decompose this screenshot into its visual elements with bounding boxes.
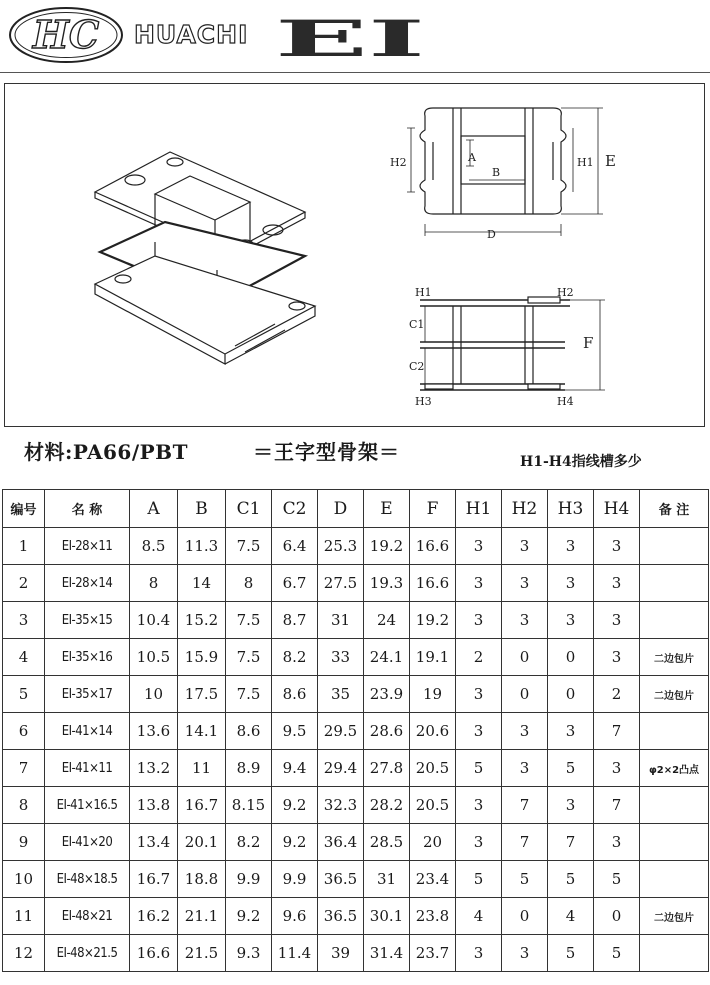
- cell-name: EI-48×18.5: [45, 861, 130, 898]
- col-header-name: 名 称: [45, 490, 130, 528]
- cell-f: 20: [410, 824, 456, 861]
- isometric-bobbin: [95, 152, 315, 364]
- cell-remarks: φ2×2凸点: [640, 750, 709, 787]
- cell-h2: 0: [502, 639, 548, 676]
- cell-b: 11.3: [178, 528, 226, 565]
- cell-h2: 3: [502, 750, 548, 787]
- cell-e: 28.6: [364, 713, 410, 750]
- cell-a: 13.2: [130, 750, 178, 787]
- cell-b: 14: [178, 565, 226, 602]
- cell-e: 28.2: [364, 787, 410, 824]
- technical-drawing: [5, 84, 706, 428]
- cell-b: 11: [178, 750, 226, 787]
- cell-b: 16.7: [178, 787, 226, 824]
- cell-c2: 8.6: [272, 676, 318, 713]
- cell-h1: 2: [456, 639, 502, 676]
- side-label-c2: C2: [409, 360, 425, 373]
- cell-h2: 0: [502, 898, 548, 935]
- cell-c2: 9.5: [272, 713, 318, 750]
- cell-c1: 8.6: [226, 713, 272, 750]
- cell-h3: 5: [548, 750, 594, 787]
- cell-name: EI-48×21.5: [45, 935, 130, 972]
- cell-number: 4: [3, 639, 45, 676]
- dim-label-b: B: [492, 166, 501, 179]
- cell-remarks: 二边包片: [640, 639, 709, 676]
- col-header-c2: C2: [272, 490, 318, 528]
- cell-h1: 5: [456, 861, 502, 898]
- cell-remarks: [640, 787, 709, 824]
- cell-e: 28.5: [364, 824, 410, 861]
- col-header-a: A: [130, 490, 178, 528]
- cell-h3: 3: [548, 528, 594, 565]
- cell-a: 8.5: [130, 528, 178, 565]
- logo-text: HC: [32, 12, 100, 57]
- cell-h2: 3: [502, 565, 548, 602]
- cell-h3: 7: [548, 824, 594, 861]
- table-row: [3, 676, 709, 713]
- table-row: [3, 750, 709, 787]
- cell-h4: 5: [594, 861, 640, 898]
- dim-label-h2-top: H2: [390, 156, 407, 169]
- cell-remarks: 二边包片: [640, 676, 709, 713]
- cell-b: 15.9: [178, 639, 226, 676]
- cell-c1: 7.5: [226, 639, 272, 676]
- top-view: [407, 108, 603, 236]
- cell-h3: 4: [548, 898, 594, 935]
- cell-e: 19.2: [364, 528, 410, 565]
- cell-h2: 3: [502, 935, 548, 972]
- side-label-h2: H2: [557, 286, 574, 299]
- cell-h1: 3: [456, 713, 502, 750]
- cell-c1: 8.15: [226, 787, 272, 824]
- cell-c1: 9.3: [226, 935, 272, 972]
- dim-label-e: E: [605, 152, 616, 170]
- cell-b: 21.5: [178, 935, 226, 972]
- cell-h2: 7: [502, 824, 548, 861]
- cell-number: 10: [3, 861, 45, 898]
- material-caption: 材料:PA66/PBT: [24, 440, 188, 464]
- cell-h4: 3: [594, 750, 640, 787]
- cell-h1: 3: [456, 602, 502, 639]
- cell-number: 8: [3, 787, 45, 824]
- side-label-f: F: [583, 334, 594, 352]
- cell-a: 13.4: [130, 824, 178, 861]
- cell-name: EI-35×16: [45, 639, 130, 676]
- cell-c2: 6.4: [272, 528, 318, 565]
- cell-h1: 4: [456, 898, 502, 935]
- cell-d: 36.4: [318, 824, 364, 861]
- cell-name: EI-41×20: [45, 824, 130, 861]
- col-header-b: B: [178, 490, 226, 528]
- cell-d: 32.3: [318, 787, 364, 824]
- cell-b: 17.5: [178, 676, 226, 713]
- cell-a: 16.6: [130, 935, 178, 972]
- table-row: [3, 602, 709, 639]
- technical-drawing-panel: [4, 83, 705, 427]
- cell-a: 10: [130, 676, 178, 713]
- cell-h3: 0: [548, 676, 594, 713]
- cell-h3: 3: [548, 713, 594, 750]
- side-label-h4: H4: [557, 395, 574, 408]
- cell-c2: 8.2: [272, 639, 318, 676]
- frame-title: ＝王字型骨架＝: [253, 440, 400, 464]
- col-header-d: D: [318, 490, 364, 528]
- table-row: [3, 639, 709, 676]
- cell-h1: 3: [456, 824, 502, 861]
- cell-b: 21.1: [178, 898, 226, 935]
- cell-number: 2: [3, 565, 45, 602]
- cell-h3: 3: [548, 787, 594, 824]
- dim-label-a: A: [468, 151, 476, 164]
- header-divider: [0, 72, 710, 73]
- cell-f: 23.8: [410, 898, 456, 935]
- cell-number: 1: [3, 528, 45, 565]
- cell-remarks: [640, 824, 709, 861]
- cell-h4: 0: [594, 898, 640, 935]
- slot-count-note: H1-H4指线槽多少: [520, 454, 642, 470]
- cell-number: 9: [3, 824, 45, 861]
- cell-e: 19.3: [364, 565, 410, 602]
- cell-c2: 6.7: [272, 565, 318, 602]
- cell-h4: 3: [594, 639, 640, 676]
- cell-h3: 3: [548, 565, 594, 602]
- cell-h3: 5: [548, 861, 594, 898]
- cell-h1: 3: [456, 676, 502, 713]
- cell-h4: 5: [594, 935, 640, 972]
- cell-e: 31: [364, 861, 410, 898]
- cell-h3: 5: [548, 935, 594, 972]
- cell-h1: 5: [456, 750, 502, 787]
- ei-logo: [270, 14, 430, 62]
- cell-name: EI-41×14: [45, 713, 130, 750]
- cell-f: 16.6: [410, 565, 456, 602]
- header-row: [3, 490, 709, 528]
- cell-c2: 9.6: [272, 898, 318, 935]
- cell-h2: 3: [502, 602, 548, 639]
- cell-h4: 7: [594, 787, 640, 824]
- cell-h2: 3: [502, 528, 548, 565]
- spec-table-head: [3, 490, 709, 528]
- cell-c1: 8.2: [226, 824, 272, 861]
- cell-e: 24.1: [364, 639, 410, 676]
- cell-c1: 7.5: [226, 528, 272, 565]
- cell-number: 3: [3, 602, 45, 639]
- cell-remarks: [640, 602, 709, 639]
- side-label-c1: C1: [409, 318, 425, 331]
- cell-e: 24: [364, 602, 410, 639]
- cell-name: EI-41×16.5: [45, 787, 130, 824]
- cell-d: 29.5: [318, 713, 364, 750]
- side-view: [420, 297, 605, 390]
- cell-f: 23.7: [410, 935, 456, 972]
- col-header-h1: H1: [456, 490, 502, 528]
- cell-name: EI-28×11: [45, 528, 130, 565]
- cell-name: EI-35×17: [45, 676, 130, 713]
- cell-f: 20.5: [410, 787, 456, 824]
- cell-h3: 0: [548, 639, 594, 676]
- col-header-c1: C1: [226, 490, 272, 528]
- cell-e: 31.4: [364, 935, 410, 972]
- cell-h2: 0: [502, 676, 548, 713]
- cell-c1: 8: [226, 565, 272, 602]
- cell-remarks: [640, 935, 709, 972]
- cell-h4: 3: [594, 824, 640, 861]
- side-label-h1: H1: [415, 286, 432, 299]
- cell-d: 25.3: [318, 528, 364, 565]
- cell-c2: 9.2: [272, 787, 318, 824]
- brand-name: HUACHI: [134, 20, 249, 49]
- cell-c1: 7.5: [226, 676, 272, 713]
- cell-remarks: [640, 861, 709, 898]
- cell-b: 14.1: [178, 713, 226, 750]
- cell-a: 13.6: [130, 713, 178, 750]
- table-row: [3, 787, 709, 824]
- cell-a: 10.5: [130, 639, 178, 676]
- col-header-h2: H2: [502, 490, 548, 528]
- col-header-h3: H3: [548, 490, 594, 528]
- cell-number: 12: [3, 935, 45, 972]
- cell-a: 16.7: [130, 861, 178, 898]
- cell-f: 19: [410, 676, 456, 713]
- cell-h4: 3: [594, 602, 640, 639]
- cell-e: 23.9: [364, 676, 410, 713]
- side-label-h3: H3: [415, 395, 432, 408]
- cell-number: 5: [3, 676, 45, 713]
- cell-c1: 8.9: [226, 750, 272, 787]
- cell-c1: 9.9: [226, 861, 272, 898]
- cell-d: 31: [318, 602, 364, 639]
- cell-h4: 7: [594, 713, 640, 750]
- spec-table: [2, 489, 709, 972]
- spec-table-body: [3, 528, 709, 972]
- cell-h4: 3: [594, 565, 640, 602]
- table-row: [3, 861, 709, 898]
- cell-d: 29.4: [318, 750, 364, 787]
- cell-number: 11: [3, 898, 45, 935]
- cell-f: 20.5: [410, 750, 456, 787]
- cell-h3: 3: [548, 602, 594, 639]
- hc-logo: [6, 4, 126, 66]
- table-row: [3, 565, 709, 602]
- cell-d: 35: [318, 676, 364, 713]
- cell-remarks: 二边包片: [640, 898, 709, 935]
- cell-h1: 3: [456, 787, 502, 824]
- cell-h2: 7: [502, 787, 548, 824]
- header: [0, 0, 710, 78]
- ei-logo-text: EI: [275, 14, 425, 62]
- cell-e: 27.8: [364, 750, 410, 787]
- cell-c2: 9.9: [272, 861, 318, 898]
- cell-d: 36.5: [318, 898, 364, 935]
- cell-number: 7: [3, 750, 45, 787]
- cell-remarks: [640, 713, 709, 750]
- cell-a: 8: [130, 565, 178, 602]
- cell-name: EI-35×15: [45, 602, 130, 639]
- cell-c1: 9.2: [226, 898, 272, 935]
- col-header-number: 编号: [3, 490, 45, 528]
- cell-name: EI-41×11: [45, 750, 130, 787]
- cell-c1: 7.5: [226, 602, 272, 639]
- cell-h1: 3: [456, 565, 502, 602]
- cell-a: 10.4: [130, 602, 178, 639]
- table-row: [3, 528, 709, 565]
- cell-c2: 9.4: [272, 750, 318, 787]
- table-row: [3, 935, 709, 972]
- cell-f: 23.4: [410, 861, 456, 898]
- cell-number: 6: [3, 713, 45, 750]
- cell-h2: 5: [502, 861, 548, 898]
- dim-label-h1-top: H1: [577, 156, 594, 169]
- cell-d: 36.5: [318, 861, 364, 898]
- cell-name: EI-28×14: [45, 565, 130, 602]
- cell-a: 13.8: [130, 787, 178, 824]
- cell-h4: 2: [594, 676, 640, 713]
- cell-f: 16.6: [410, 528, 456, 565]
- cell-h2: 3: [502, 713, 548, 750]
- cell-name: EI-48×21: [45, 898, 130, 935]
- cell-b: 18.8: [178, 861, 226, 898]
- cell-d: 27.5: [318, 565, 364, 602]
- cell-f: 19.1: [410, 639, 456, 676]
- cell-h1: 3: [456, 935, 502, 972]
- cell-a: 16.2: [130, 898, 178, 935]
- col-header-e: E: [364, 490, 410, 528]
- cell-e: 30.1: [364, 898, 410, 935]
- cell-d: 39: [318, 935, 364, 972]
- cell-b: 15.2: [178, 602, 226, 639]
- cell-h4: 3: [594, 528, 640, 565]
- cell-c2: 11.4: [272, 935, 318, 972]
- table-row: [3, 713, 709, 750]
- table-row: [3, 824, 709, 861]
- cell-h1: 3: [456, 528, 502, 565]
- cell-c2: 8.7: [272, 602, 318, 639]
- cell-remarks: [640, 565, 709, 602]
- table-row: [3, 898, 709, 935]
- col-header-remarks: 备 注: [640, 490, 709, 528]
- cell-c2: 9.2: [272, 824, 318, 861]
- col-header-h4: H4: [594, 490, 640, 528]
- cell-b: 20.1: [178, 824, 226, 861]
- col-header-f: F: [410, 490, 456, 528]
- cell-f: 20.6: [410, 713, 456, 750]
- cell-f: 19.2: [410, 602, 456, 639]
- dim-label-d: D: [487, 228, 496, 241]
- cell-d: 33: [318, 639, 364, 676]
- cell-remarks: [640, 528, 709, 565]
